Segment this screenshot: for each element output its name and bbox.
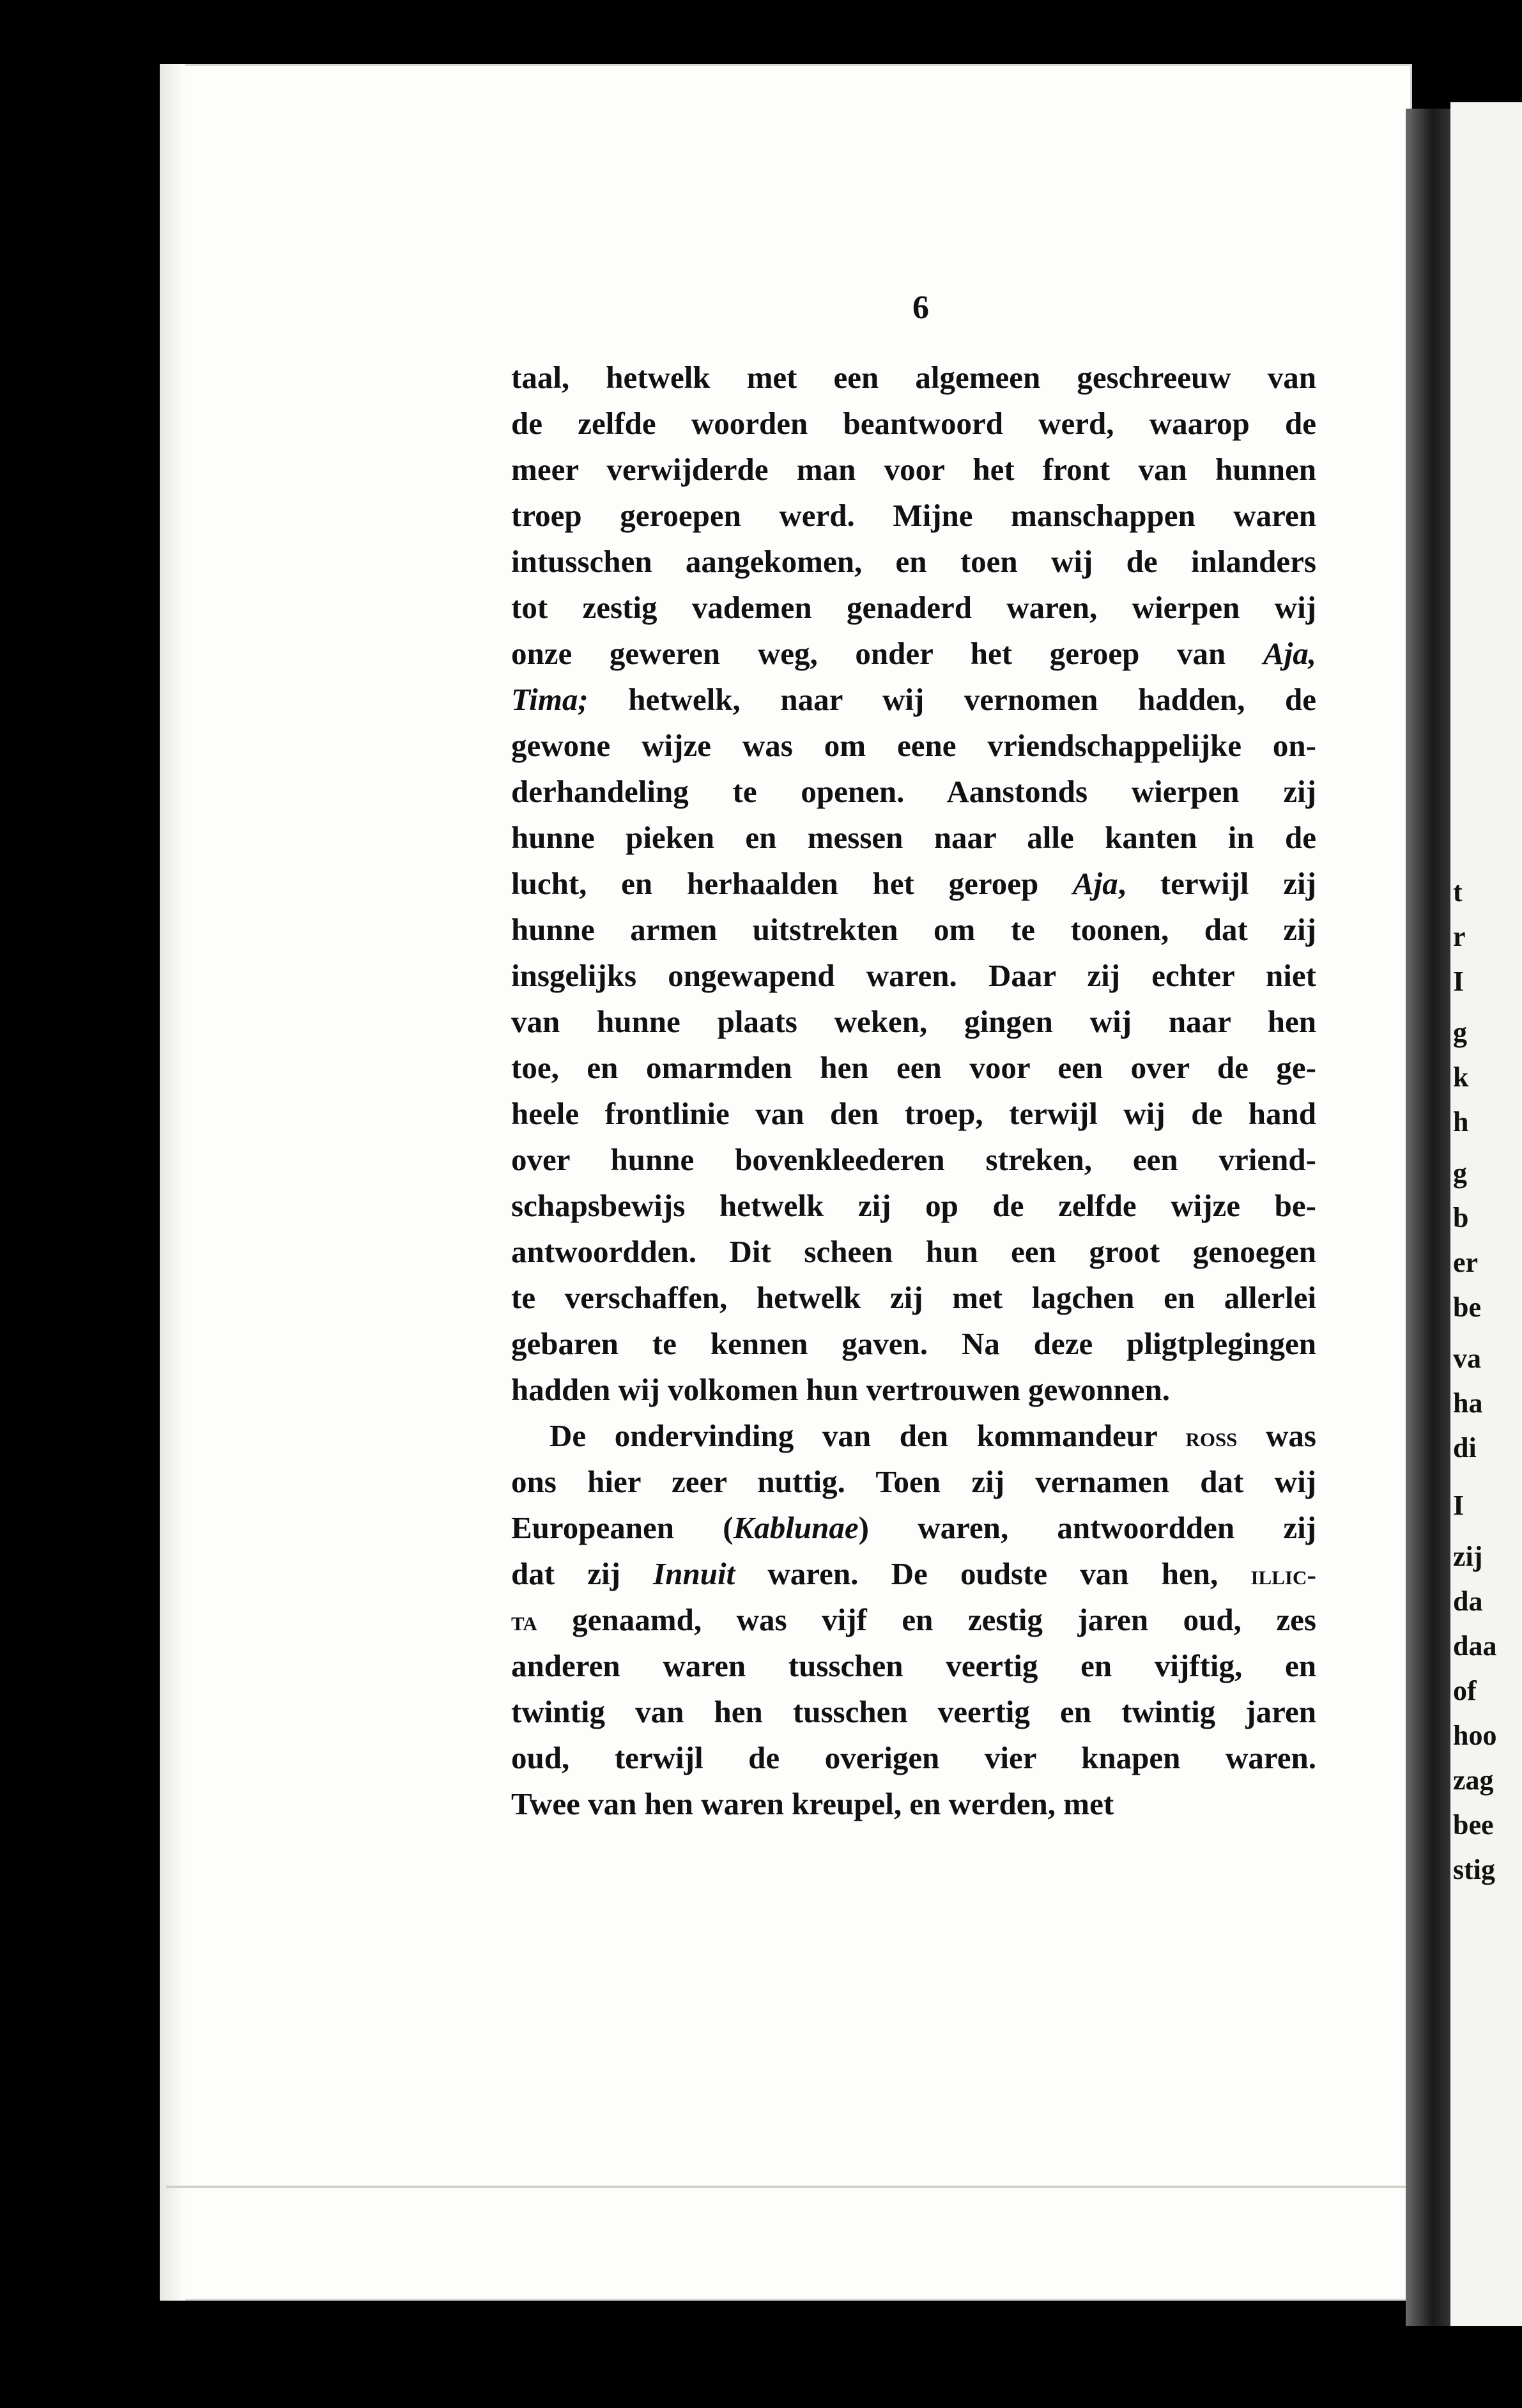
text-run: gebaren te kennen gaven. Na deze pligtplegingen [511, 1326, 1316, 1361]
adjacent-page-text: be [1453, 1292, 1481, 1323]
text-run: antwoordden. Dit scheen hun een groot genoegen [511, 1234, 1316, 1269]
text-run: intusschen aangekomen, en toen wij de inlanders [511, 544, 1316, 579]
text-run: derhandeling te openen. Aanstonds wierpen zij [511, 774, 1316, 809]
adjacent-page-text: g [1453, 1157, 1467, 1189]
adjacent-page-text: stig [1453, 1854, 1495, 1885]
small-caps-name: ta [511, 1605, 537, 1637]
adjacent-page-text: hoo [1453, 1720, 1497, 1751]
text-run: meer verwijderde man voor het front van hunnen [511, 452, 1316, 487]
adjacent-page-text: va [1453, 1343, 1481, 1374]
text-line [511, 1689, 1316, 1735]
text-run: hunne pieken en messen naar alle kanten in de [511, 820, 1316, 855]
text-run: van hunne plaats weken, gingen wij naar hen [511, 1004, 1316, 1039]
adjacent-page-text: di [1453, 1432, 1477, 1463]
adjacent-page-text: I [1453, 966, 1464, 997]
italic-text: Innuit [653, 1556, 735, 1591]
text-line [511, 1459, 1316, 1505]
text-run: over hunne bovenkleederen streken, een vriend- [511, 1142, 1316, 1177]
text-run: troep geroepen werd. Mijne manschappen waren [511, 498, 1316, 533]
text-run: insgelijks ongewapend waren. Daar zij echter niet [511, 958, 1316, 993]
text-run: anderen waren tusschen veertig en vijftig, en [511, 1648, 1316, 1683]
text-line [511, 1321, 1316, 1367]
text-run: was [1237, 1418, 1316, 1453]
text-line [511, 539, 1316, 585]
adjacent-page-text: daa [1453, 1630, 1497, 1662]
adjacent-page-text: da [1453, 1586, 1483, 1617]
text-run: schapsbewijs hetwelk zij op de zelfde wijze be- [511, 1188, 1316, 1223]
adjacent-page-text: er [1453, 1247, 1479, 1278]
text-line [511, 1229, 1316, 1275]
text-line [511, 861, 1316, 907]
text-run: genaamd, was vijf en zestig jaren oud, zes [537, 1602, 1316, 1637]
book-spine-shadow [1406, 109, 1450, 2326]
text-line [511, 1091, 1316, 1137]
adjacent-page-text: b [1453, 1202, 1469, 1233]
text-run: hunne armen uitstrekten om te toonen, dat zij [511, 912, 1316, 947]
text-line [511, 401, 1316, 447]
text-line [511, 1643, 1316, 1689]
text-line [511, 999, 1316, 1045]
small-caps-name: illic- [1250, 1559, 1316, 1591]
text-run: , terwijl zij [1118, 866, 1316, 901]
text-line [511, 1367, 1316, 1413]
text-run: toe, en omarmden hen een voor een over de ge- [511, 1050, 1316, 1085]
text-run: dat zij [511, 1556, 654, 1591]
text-line [511, 1183, 1316, 1229]
text-run: heele frontlinie van den troep, terwijl wij de hand [511, 1096, 1316, 1131]
adjacent-page-text: g [1453, 1017, 1467, 1048]
italic-text: Aja [1073, 866, 1118, 901]
italic-text: Aja, [1263, 636, 1316, 671]
italic-text: Kablunae [733, 1510, 859, 1545]
adjacent-page-fragment [1450, 102, 1522, 2326]
text-line [511, 815, 1316, 861]
text-run: ons hier zeer nuttig. Toen zij vernamen dat wij [511, 1464, 1316, 1499]
adjacent-page-text: r [1453, 921, 1466, 952]
adjacent-page-text: ha [1453, 1387, 1483, 1419]
small-caps-name: ross [1185, 1421, 1238, 1453]
text-line [511, 1275, 1316, 1321]
italic-text: Tima; [511, 682, 588, 717]
text-line [511, 1781, 1316, 1827]
text-run: ) waren, antwoordden zij [858, 1510, 1317, 1545]
page-left-edge [160, 64, 185, 2301]
text-line [511, 677, 1316, 723]
text-line [511, 1551, 1316, 1597]
text-run: gewone wijze was om eene vriendschappelijke on- [511, 728, 1316, 763]
text-line [511, 447, 1316, 493]
text-run: lucht, en herhaalden het geroep [511, 866, 1073, 901]
text-run: hadden wij volkomen hun vertrouwen gewonnen. [511, 1372, 1170, 1407]
page-bottom-edge [166, 2186, 1406, 2188]
text-run: te verschaffen, hetwelk zij met lagchen en allerlei [511, 1280, 1316, 1315]
page-body-text [511, 355, 1316, 1827]
text-run: waren. De oudste van hen, [735, 1556, 1251, 1591]
text-run: taal, hetwelk met een algemeen geschreeuw van [511, 360, 1316, 395]
text-run: onze geweren weg, onder het geroep van [511, 636, 1263, 671]
text-run: hetwelk, naar wij vernomen hadden, de [588, 682, 1316, 717]
adjacent-page-text: I [1453, 1490, 1464, 1521]
text-line [511, 493, 1316, 539]
text-line [511, 1413, 1316, 1459]
adjacent-page-text: k [1453, 1061, 1469, 1093]
text-run: Twee van hen waren kreupel, en werden, met [511, 1786, 1114, 1821]
text-line [511, 953, 1316, 999]
page-number: 6 [912, 289, 929, 326]
text-line [511, 769, 1316, 815]
text-line [511, 723, 1316, 769]
text-line [511, 631, 1316, 677]
text-line [511, 355, 1316, 401]
text-run: tot zestig vademen genaderd waren, wierpen wij [511, 590, 1316, 625]
text-line [511, 585, 1316, 631]
text-line [511, 1735, 1316, 1781]
adjacent-page-text: bee [1453, 1809, 1494, 1841]
text-line [511, 907, 1316, 953]
text-run: twintig van hen tusschen veertig en twintig jaren [511, 1694, 1316, 1729]
text-line [511, 1137, 1316, 1183]
text-line [511, 1045, 1316, 1091]
adjacent-page-text: h [1453, 1106, 1469, 1138]
adjacent-page-text: t [1453, 876, 1463, 907]
text-run: de zelfde woorden beantwoord werd, waarop de [511, 406, 1316, 441]
adjacent-page-text: of [1453, 1675, 1477, 1706]
text-run: oud, terwijl de overigen vier knapen waren. [511, 1740, 1316, 1775]
text-line [511, 1505, 1316, 1551]
text-run: Europeanen ( [511, 1510, 734, 1545]
adjacent-page-text: zij [1453, 1541, 1483, 1572]
text-line [511, 1597, 1316, 1643]
adjacent-page-text: zag [1453, 1764, 1494, 1796]
text-run: De ondervinding van den kommandeur [550, 1418, 1186, 1453]
